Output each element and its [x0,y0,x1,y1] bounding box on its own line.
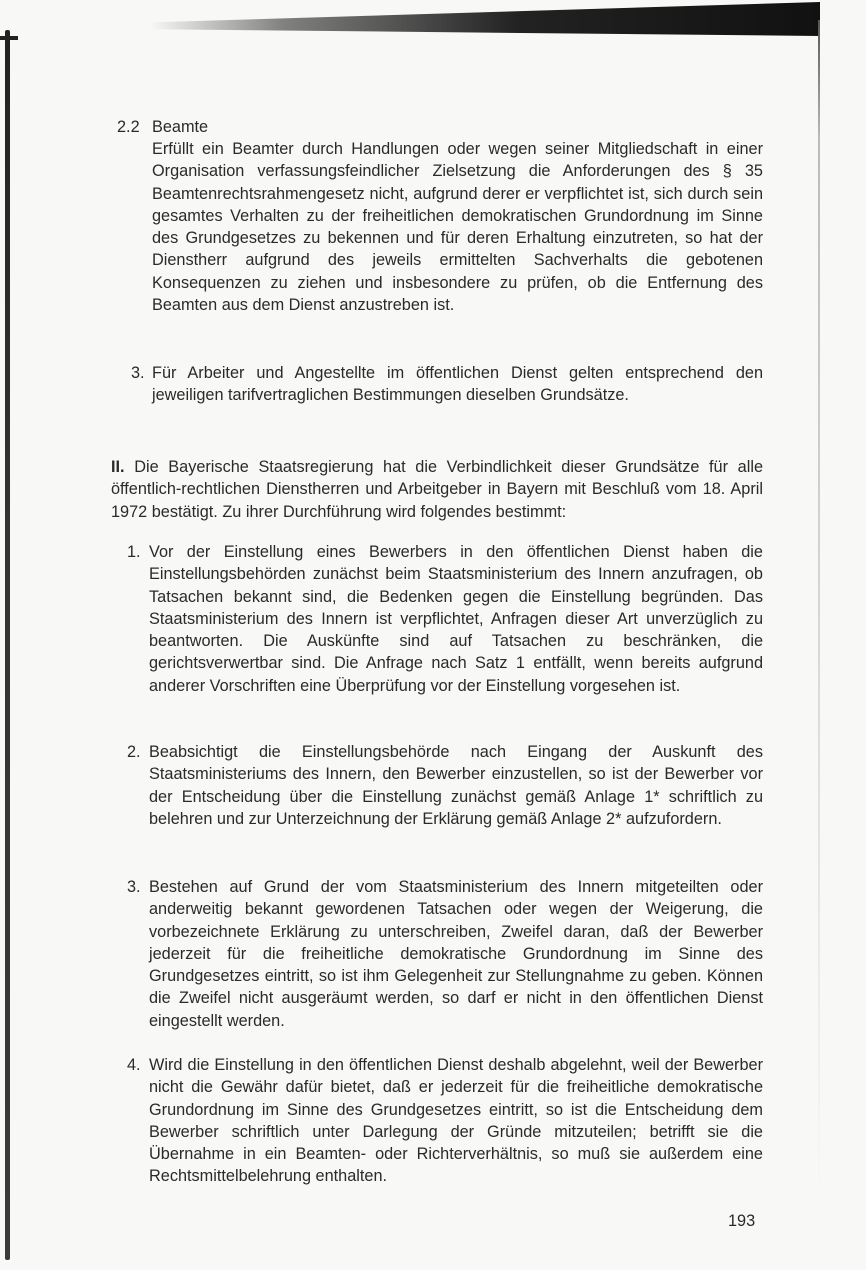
section-2-2-heading: Beamte [152,118,209,136]
section-II-paragraph [111,456,763,523]
item-number: 1. [127,543,141,561]
page-number: 193 [728,1212,756,1230]
item-body: Wird die Einstellung in den öffentlichen Dienst deshalb abgelehnt, weil der Bewerber nicht die Gewähr dafür bietet, daß er jederzeit für die freiheitliche demokratische Grundordnung im Sinne des Grundgesetzes eintritt, so ist die Entscheidung dem Bewerber schriftlich unter Darlegung der Gründe mitzuteilen; betrifft sie die Übernahme in ein Beamten- oder Richterverhältnis, so muß sie außerdem eine Rechtsmittelbelehrung enthalten. [149,1056,763,1186]
scan-left-binding [5,30,10,1260]
item-body: Vor der Einstellung eines Bewerbers in den öffentlichen Dienst haben die Einstellungsbehörden zunächst beim Staatsministerium des Innern anzufragen, ob Tatsachen bekannt sind, die Bedenken gegen die Einstellung begründen. Das Staatsministerium des Innern ist verpflichtet, Anfragen dieser Art unverzüglich zu beantworten. Die Auskünfte sind auf Tatsachen zu beschränken, die gerichtsverwertbar sind. Die Anfrage nach Satz 1 entfällt, wenn bereits aufgrund anderer Vorschriften eine Überprüfung vor der Einstellung vorgesehen ist. [149,543,763,695]
section-II-body: Die Bayerische Staatsregierung hat die Verbindlichkeit dieser Grundsätze für alle öffentlich-rechtlichen Dienstherren und Arbeitgeber in Bayern mit Beschluß vom 18. April 1972 bestätigt. Zu ihrer Durchführung wird folgendes bestimmt: [111,458,764,521]
section-2-2-number: 2.2 [117,118,140,136]
item-body: Beabsichtigt die Einstellungsbehörde nach Eingang der Auskunft des Staatsministeriums des Innern, den Bewerber einzustellen, so ist der Bewerber vor der Entscheidung über die Einstellung zunächst gemäß Anlage 1* schriftlich zu belehren und zur Unterzeichnung der Erklärung gemäß Anlage 2* aufzufordern. [149,743,763,828]
section-2-2-body: Erfüllt ein Beamter durch Handlungen oder wegen seiner Mitgliedschaft in einer Organisation verfassungsfeindlicher Zielsetzung die Anforderungen des § 35 Beamtenrechtsrahmengesetz nicht, aufgrund derer er verpflichtet ist, sich durch sein gesamtes Verhalten zu der freiheitlichen demokratischen Grundordnung im Sinne des Grundgesetzes zu bekennen und für deren Erhaltung einzutreten, so hat der Dienstherr aufgrund des jeweils ermittelten Sachverhalts die gebotenen Konsequenzen zu ziehen und insbesondere zu prüfen, ob die Entfernung des Beamten aus dem Dienst anzustreben ist. [152,140,763,315]
scan-top-shadow [150,2,820,36]
item-number: 2. [127,743,141,761]
item-number: 3. [127,878,141,896]
item-number: 4. [127,1056,141,1074]
scan-right-edge-line [818,20,820,1200]
section-II-number: II. [111,458,125,476]
section-3-body: Für Arbeiter und Angestellte im öffentlichen Dienst gelten entsprechend den jeweiligen tarifvertraglichen Bestimmungen dieselben Grundsätze. [152,364,763,405]
item-body: Bestehen auf Grund der vom Staatsministerium des Innern mitgeteilten oder anderweitig bekannt gewordenen Tatsachen oder wegen der Weigerung, die vorbezeichnete Erklärung zu unterschreiben, Zweifel daran, daß der Bewerber jederzeit für die freiheitliche demokratische Grundordnung im Sinne des Grundgesetzes eintritt, so ist ihm Gelegenheit zur Stellungnahme zu geben. Können die Zweifel nicht ausgeräumt werden, so darf er nicht in den öffentlichen Dienst eingestellt werden. [149,878,763,1030]
section-3-number: 3. [131,364,145,382]
